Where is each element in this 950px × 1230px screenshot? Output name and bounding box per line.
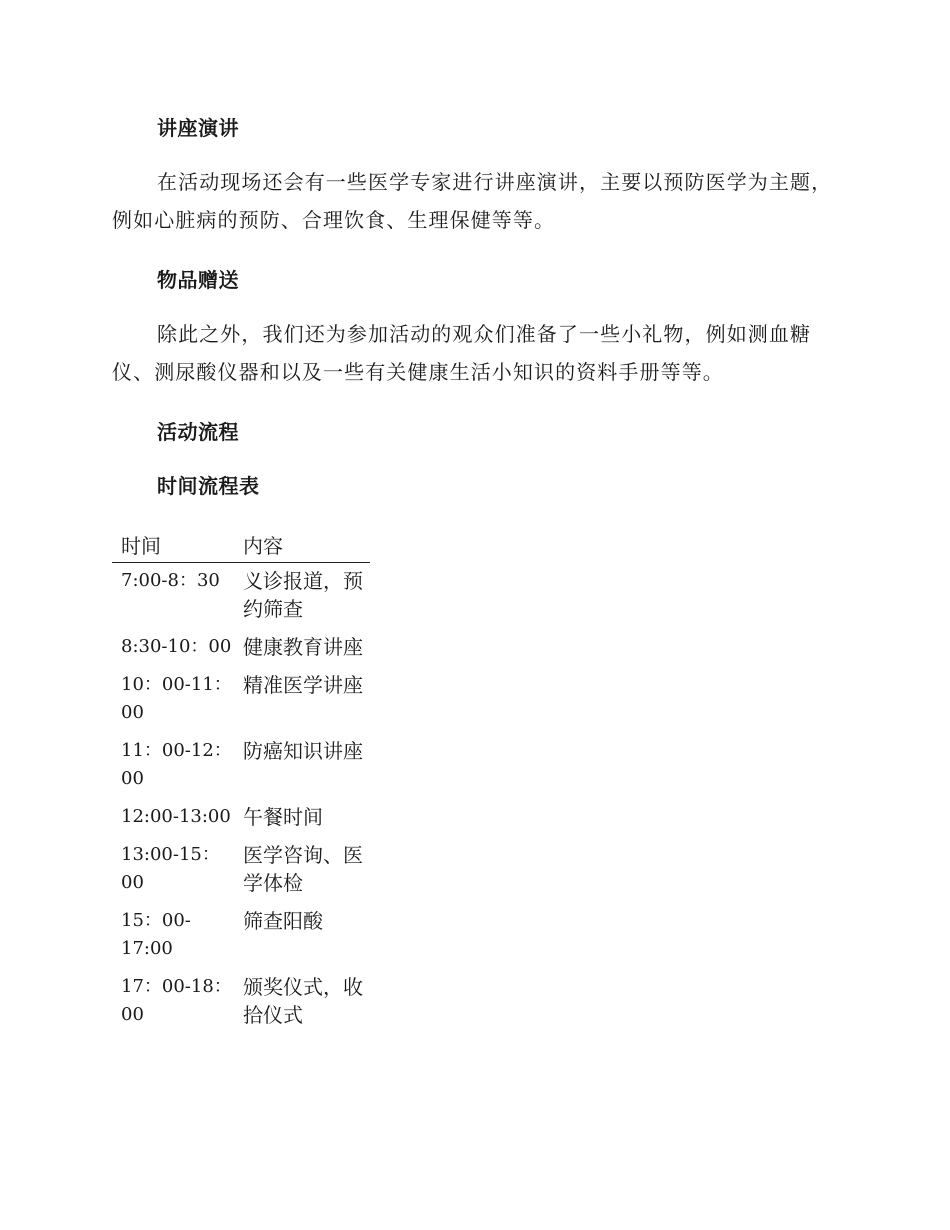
table-cell-content: 防癌知识讲座	[243, 739, 363, 763]
section-heading-lecture: 讲座演讲	[157, 116, 239, 140]
table-cell-time: 15：00-17:00	[121, 910, 191, 959]
table-row	[112, 969, 370, 1035]
table-cell-time: 13:00-15：00	[121, 844, 220, 893]
table-cell-time: 10：00-11：00	[121, 674, 232, 723]
section-heading-schedule: 时间流程表	[157, 474, 260, 498]
table-cell-content: 精准医学讲座	[243, 673, 363, 697]
table-cell-time: 8:30-10：00	[121, 636, 232, 657]
table-cell-content: 颁奖仪式，收拾仪式	[243, 975, 363, 1027]
table-cell-content: 健康教育讲座	[243, 635, 363, 659]
table-cell-time: 12:00-13:00	[121, 806, 231, 827]
table-header-row	[112, 528, 370, 563]
schedule-table	[112, 528, 370, 1035]
section-heading-process: 活动流程	[157, 420, 239, 444]
table-cell-content: 医学咨询、医学体检	[243, 843, 363, 895]
table-row	[112, 903, 370, 969]
table-row	[112, 799, 370, 837]
table-header-time: 时间	[121, 534, 161, 558]
section-paragraph-gifts: 除此之外，我们还为参加活动的观众们准备了一些小礼物，例如测血糖仪、测尿酸仪器和以及一些有关健康生活小知识的资料手册等等。	[112, 322, 812, 384]
section-heading-gifts: 物品赠送	[157, 268, 239, 292]
table-header-content: 内容	[243, 534, 283, 558]
table-row	[112, 733, 370, 799]
table-row	[112, 667, 370, 733]
table-row	[112, 837, 370, 903]
table-cell-time: 7:00-8：30	[121, 570, 220, 591]
table-cell-content: 义诊报道，预约筛查	[243, 569, 363, 621]
table-cell-content: 午餐时间	[243, 805, 323, 829]
table-cell-content: 筛查阳酸	[243, 909, 323, 933]
table-row	[112, 563, 370, 629]
table-cell-time: 11：00-12：00	[121, 740, 232, 789]
table-row	[112, 629, 370, 667]
table-cell-time: 17：00-18：00	[121, 976, 232, 1025]
section-paragraph-lecture: 在活动现场还会有一些医学专家进行讲座演讲，主要以预防医学为主题，例如心脏病的预防、合理饮食、生理保健等等。	[112, 170, 833, 232]
